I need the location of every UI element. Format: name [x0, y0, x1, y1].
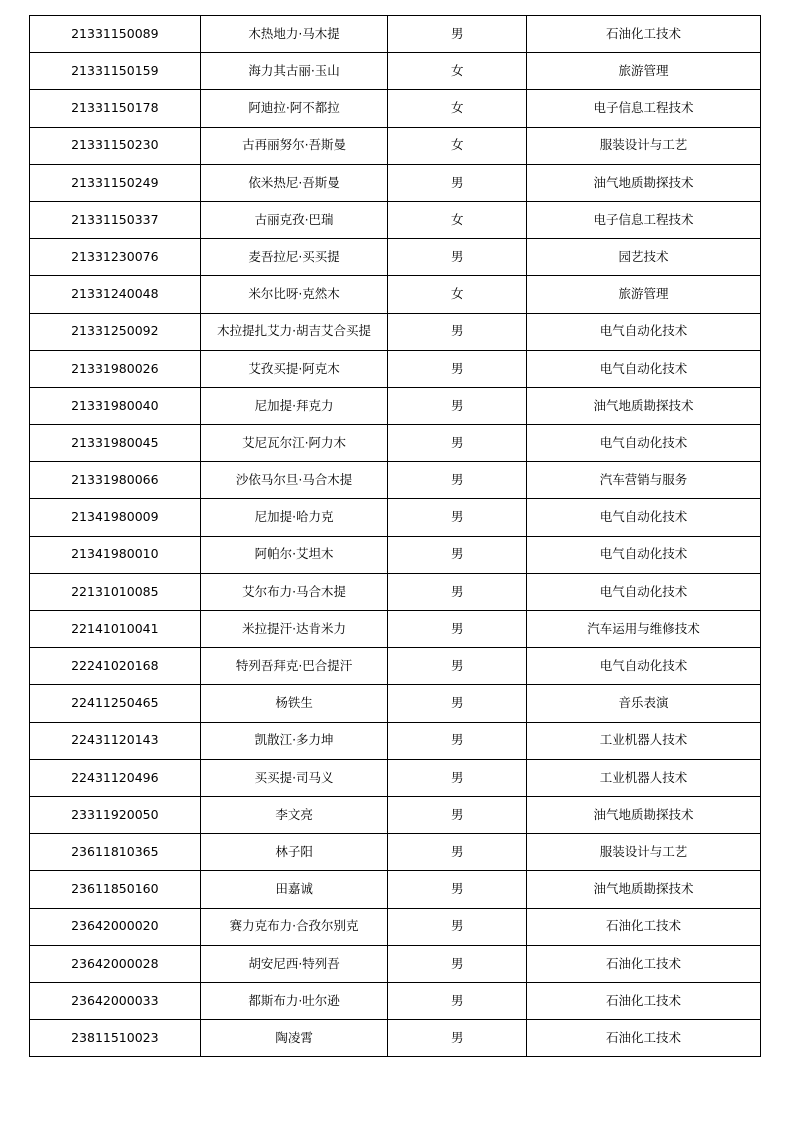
- student-name-cell: 都斯布力·吐尔逊: [200, 982, 388, 1019]
- gender-cell: 男: [388, 387, 527, 424]
- gender-cell: 女: [388, 127, 527, 164]
- table-row: [30, 499, 761, 536]
- gender-cell: 男: [388, 611, 527, 648]
- table-row: [30, 90, 761, 127]
- student-name-cell: 凯散江·多力坤: [200, 722, 388, 759]
- major-cell: 电气自动化技术: [527, 536, 761, 573]
- gender-cell: 男: [388, 759, 527, 796]
- student-id-cell: 22431120496: [30, 759, 201, 796]
- student-name-cell: 沙依马尔旦·马合木提: [200, 462, 388, 499]
- student-id-cell: 22241020168: [30, 648, 201, 685]
- major-cell: 工业机器人技术: [527, 722, 761, 759]
- major-cell: 电气自动化技术: [527, 499, 761, 536]
- gender-cell: 男: [388, 982, 527, 1019]
- student-id-cell: 23642000033: [30, 982, 201, 1019]
- gender-cell: 男: [388, 16, 527, 53]
- table-row: [30, 611, 761, 648]
- table-row: [30, 945, 761, 982]
- gender-cell: 男: [388, 536, 527, 573]
- major-cell: 电气自动化技术: [527, 313, 761, 350]
- student-name-cell: 艾孜买提·阿克木: [200, 350, 388, 387]
- gender-cell: 男: [388, 648, 527, 685]
- student-name-cell: 胡安尼西·特列吾: [200, 945, 388, 982]
- gender-cell: 男: [388, 796, 527, 833]
- student-name-cell: 木拉提扎艾力·胡吉艾合买提: [200, 313, 388, 350]
- student-id-cell: 22431120143: [30, 722, 201, 759]
- gender-cell: 男: [388, 722, 527, 759]
- table-row: [30, 796, 761, 833]
- student-id-cell: 23611850160: [30, 871, 201, 908]
- gender-cell: 女: [388, 276, 527, 313]
- major-cell: 电气自动化技术: [527, 648, 761, 685]
- student-name-cell: 赛力克布力·合孜尔别克: [200, 908, 388, 945]
- major-cell: 石油化工技术: [527, 16, 761, 53]
- student-name-cell: 古再丽努尔·吾斯曼: [200, 127, 388, 164]
- student-name-cell: 李文亮: [200, 796, 388, 833]
- table-row: [30, 387, 761, 424]
- student-name-cell: 古丽克孜·巴瑞: [200, 201, 388, 238]
- major-cell: 电气自动化技术: [527, 573, 761, 610]
- student-id-cell: 21331150249: [30, 164, 201, 201]
- table-row: [30, 1020, 761, 1057]
- student-id-cell: 21331230076: [30, 239, 201, 276]
- student-name-cell: 买买提·司马义: [200, 759, 388, 796]
- major-cell: 油气地质勘探技术: [527, 164, 761, 201]
- student-id-cell: 21331980026: [30, 350, 201, 387]
- gender-cell: 女: [388, 53, 527, 90]
- student-id-cell: 23811510023: [30, 1020, 201, 1057]
- table-row: [30, 462, 761, 499]
- major-cell: 电子信息工程技术: [527, 201, 761, 238]
- gender-cell: 男: [388, 685, 527, 722]
- student-id-cell: 23311920050: [30, 796, 201, 833]
- student-id-cell: 22131010085: [30, 573, 201, 610]
- table-row: [30, 685, 761, 722]
- student-id-cell: 21341980009: [30, 499, 201, 536]
- table-row: [30, 313, 761, 350]
- student-name-cell: 米尔比呀·克然木: [200, 276, 388, 313]
- table-row: [30, 53, 761, 90]
- table-row: [30, 722, 761, 759]
- student-table: [29, 15, 761, 1057]
- student-id-cell: 21331980066: [30, 462, 201, 499]
- student-id-cell: 21331980045: [30, 425, 201, 462]
- student-name-cell: 阿帕尔·艾坦木: [200, 536, 388, 573]
- table-row: [30, 201, 761, 238]
- table-row: [30, 164, 761, 201]
- gender-cell: 男: [388, 1020, 527, 1057]
- table-row: [30, 834, 761, 871]
- student-id-cell: 21331150089: [30, 16, 201, 53]
- table-row: [30, 276, 761, 313]
- table-row: [30, 350, 761, 387]
- major-cell: 服装设计与工艺: [527, 834, 761, 871]
- major-cell: 园艺技术: [527, 239, 761, 276]
- major-cell: 服装设计与工艺: [527, 127, 761, 164]
- student-name-cell: 艾尼瓦尔江·阿力木: [200, 425, 388, 462]
- table-row: [30, 425, 761, 462]
- major-cell: 电气自动化技术: [527, 350, 761, 387]
- gender-cell: 女: [388, 201, 527, 238]
- student-name-cell: 麦吾拉尼·买买提: [200, 239, 388, 276]
- major-cell: 油气地质勘探技术: [527, 387, 761, 424]
- student-name-cell: 阿迪拉·阿不都拉: [200, 90, 388, 127]
- student-name-cell: 杨铁生: [200, 685, 388, 722]
- table-row: [30, 536, 761, 573]
- student-name-cell: 依米热尼·吾斯曼: [200, 164, 388, 201]
- student-name-cell: 米拉提汗·达肯米力: [200, 611, 388, 648]
- major-cell: 电子信息工程技术: [527, 90, 761, 127]
- table-row: [30, 239, 761, 276]
- table-row: [30, 648, 761, 685]
- gender-cell: 男: [388, 499, 527, 536]
- student-id-cell: 21331250092: [30, 313, 201, 350]
- gender-cell: 男: [388, 573, 527, 610]
- student-name-cell: 特列吾拜克·巴合提汗: [200, 648, 388, 685]
- major-cell: 电气自动化技术: [527, 425, 761, 462]
- major-cell: 音乐表演: [527, 685, 761, 722]
- gender-cell: 男: [388, 945, 527, 982]
- table-body: [30, 16, 761, 1057]
- student-id-cell: 21331150159: [30, 53, 201, 90]
- table-row: [30, 759, 761, 796]
- student-id-cell: 23642000028: [30, 945, 201, 982]
- major-cell: 油气地质勘探技术: [527, 871, 761, 908]
- student-name-cell: 尼加提·拜克力: [200, 387, 388, 424]
- student-id-cell: 21331980040: [30, 387, 201, 424]
- major-cell: 油气地质勘探技术: [527, 796, 761, 833]
- student-id-cell: 21331150178: [30, 90, 201, 127]
- student-name-cell: 尼加提·哈力克: [200, 499, 388, 536]
- gender-cell: 男: [388, 313, 527, 350]
- student-id-cell: 21341980010: [30, 536, 201, 573]
- student-name-cell: 林子阳: [200, 834, 388, 871]
- major-cell: 旅游管理: [527, 276, 761, 313]
- gender-cell: 女: [388, 90, 527, 127]
- table-row: [30, 16, 761, 53]
- major-cell: 工业机器人技术: [527, 759, 761, 796]
- student-id-cell: 21331240048: [30, 276, 201, 313]
- student-id-cell: 22411250465: [30, 685, 201, 722]
- student-name-cell: 木热地力·马木提: [200, 16, 388, 53]
- gender-cell: 男: [388, 425, 527, 462]
- student-name-cell: 海力其古丽·玉山: [200, 53, 388, 90]
- table-row: [30, 127, 761, 164]
- student-id-cell: 21331150337: [30, 201, 201, 238]
- major-cell: 石油化工技术: [527, 945, 761, 982]
- gender-cell: 男: [388, 871, 527, 908]
- table-row: [30, 871, 761, 908]
- major-cell: 汽车营销与服务: [527, 462, 761, 499]
- table-row: [30, 573, 761, 610]
- gender-cell: 男: [388, 834, 527, 871]
- gender-cell: 男: [388, 350, 527, 387]
- major-cell: 旅游管理: [527, 53, 761, 90]
- student-id-cell: 23611810365: [30, 834, 201, 871]
- student-id-cell: 21331150230: [30, 127, 201, 164]
- gender-cell: 男: [388, 908, 527, 945]
- student-name-cell: 艾尔布力·马合木提: [200, 573, 388, 610]
- student-name-cell: 陶凌霄: [200, 1020, 388, 1057]
- gender-cell: 男: [388, 239, 527, 276]
- gender-cell: 男: [388, 462, 527, 499]
- major-cell: 石油化工技术: [527, 1020, 761, 1057]
- table-row: [30, 982, 761, 1019]
- student-id-cell: 23642000020: [30, 908, 201, 945]
- student-name-cell: 田嘉诚: [200, 871, 388, 908]
- table-row: [30, 908, 761, 945]
- gender-cell: 男: [388, 164, 527, 201]
- major-cell: 石油化工技术: [527, 908, 761, 945]
- student-id-cell: 22141010041: [30, 611, 201, 648]
- major-cell: 石油化工技术: [527, 982, 761, 1019]
- major-cell: 汽车运用与维修技术: [527, 611, 761, 648]
